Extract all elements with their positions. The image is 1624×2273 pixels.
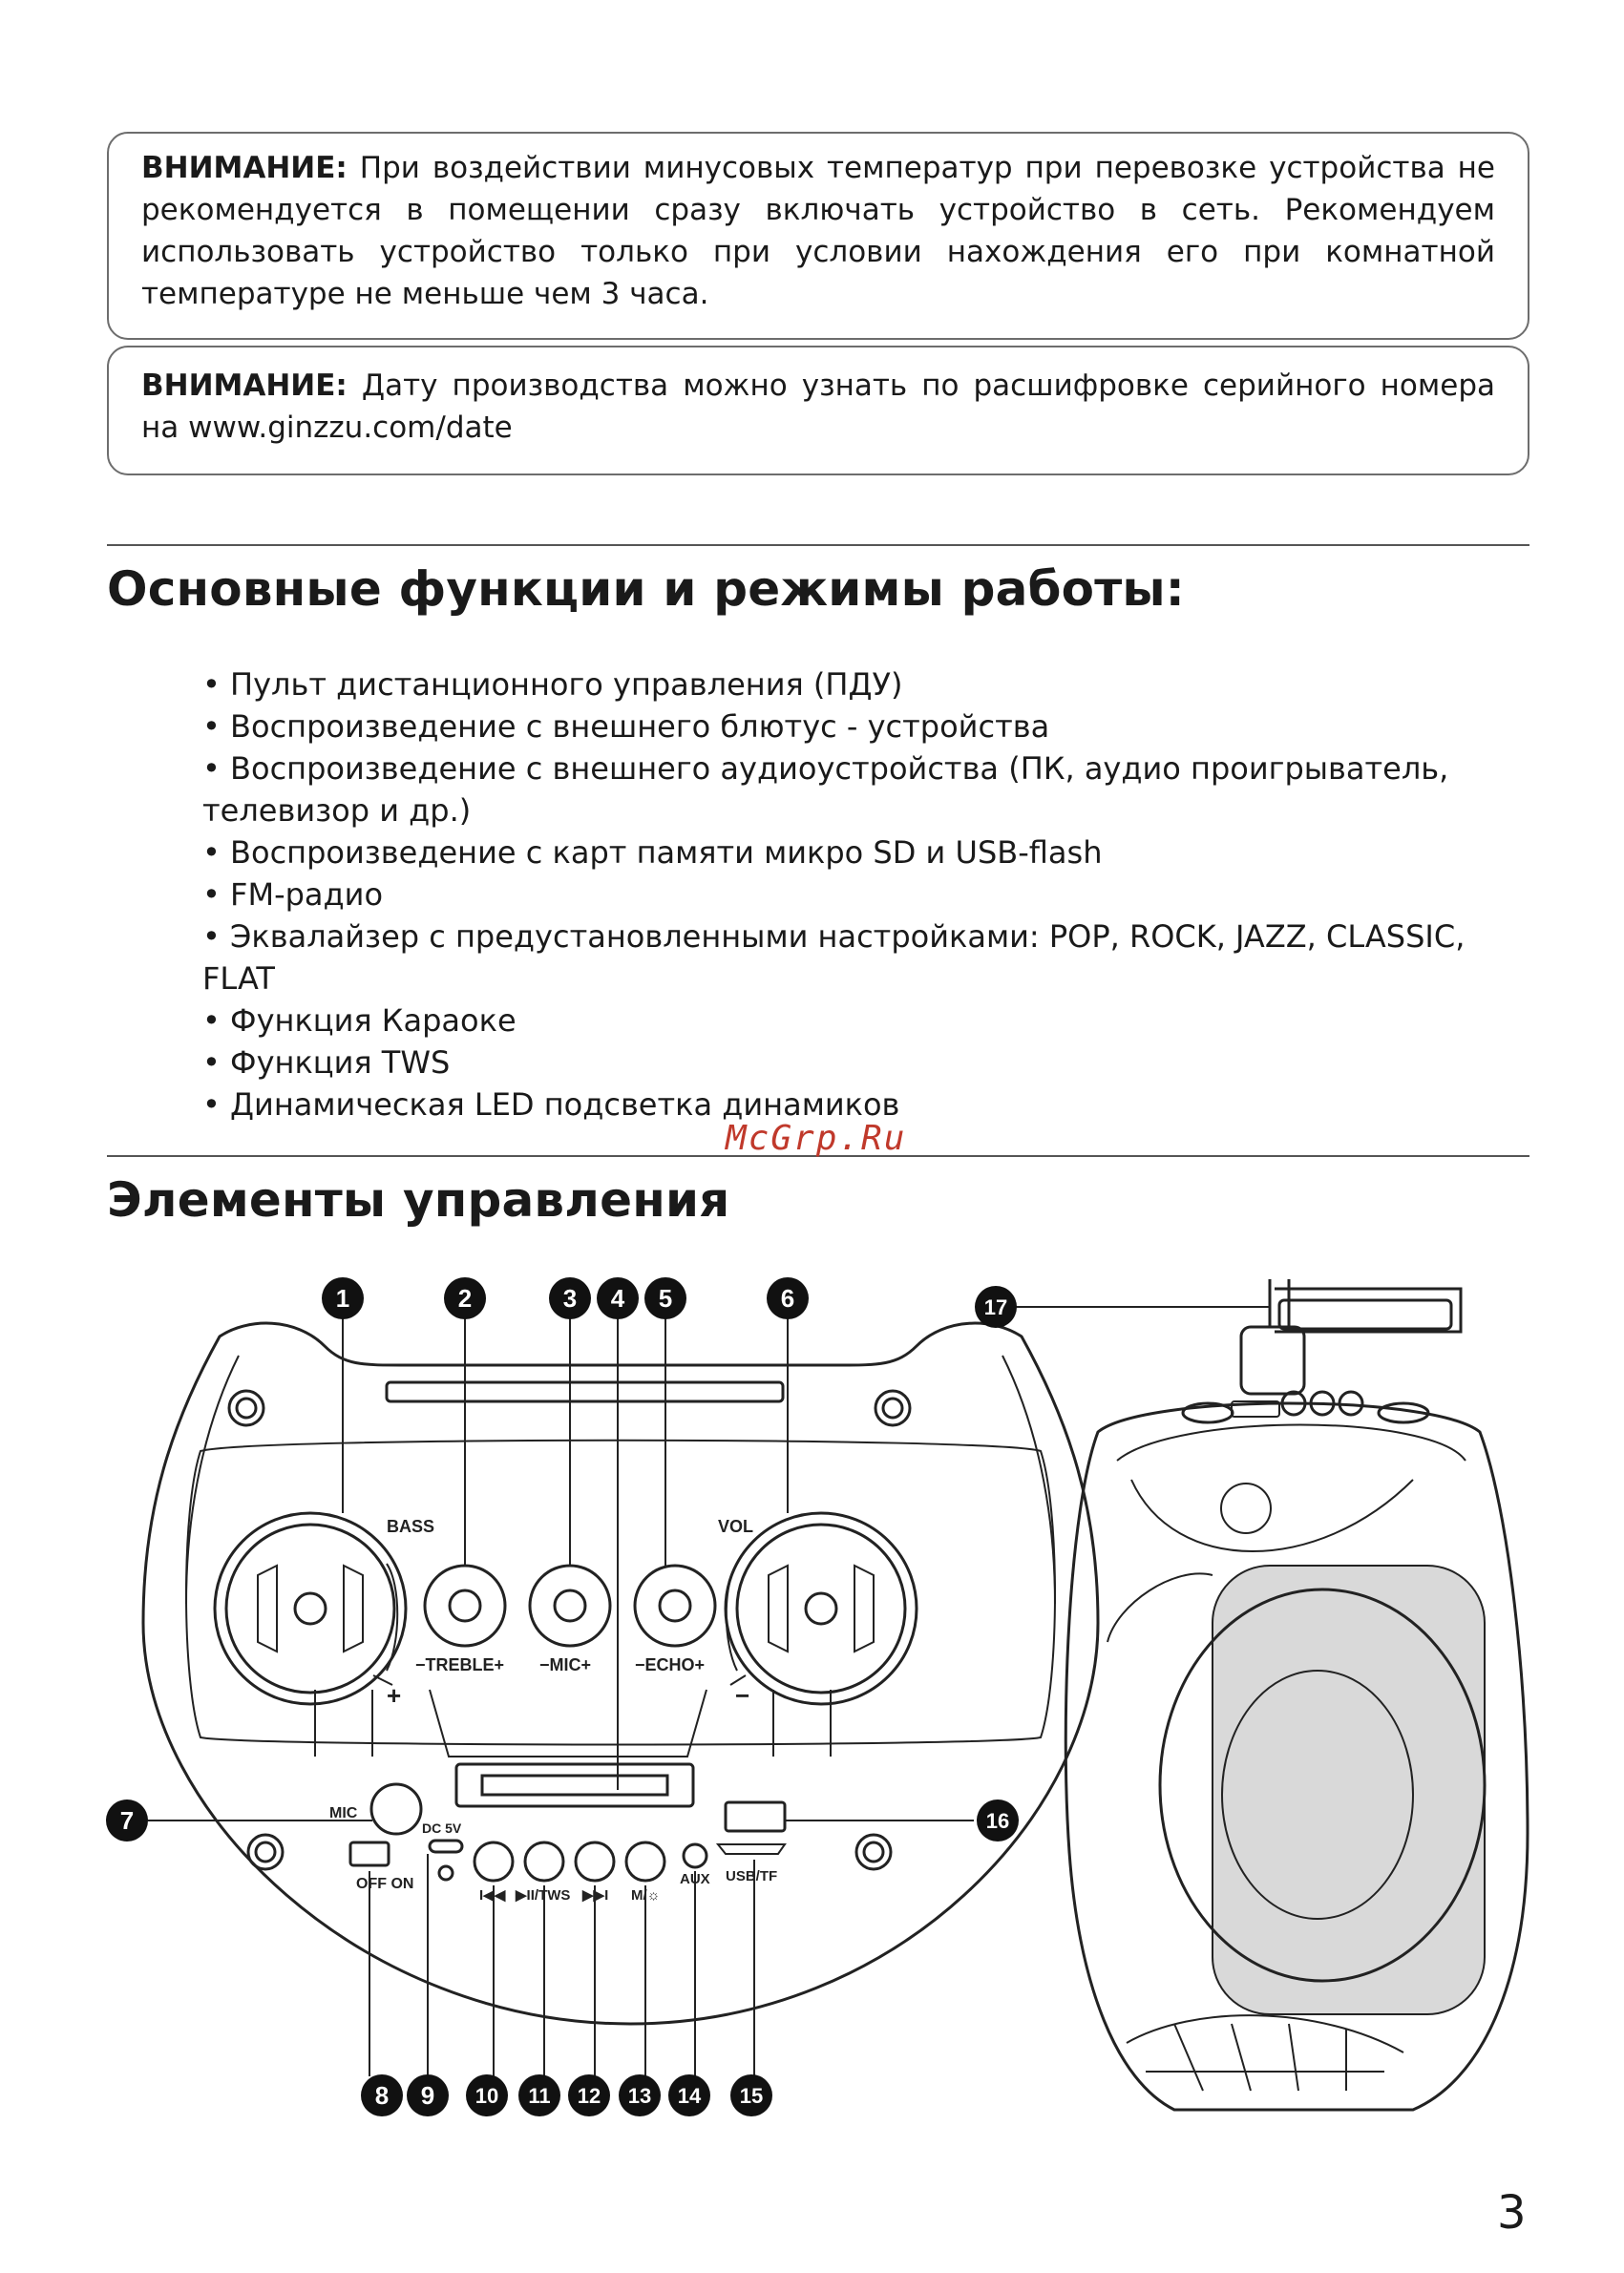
svg-text:3: 3 — [562, 1284, 578, 1313]
notice-text: Дату производства можно узнать по расшифровке серийного номера на www.ginzzu.com/date — [141, 368, 1495, 445]
list-item: • Воспроизведение с карт памяти микро SD и USB-flash — [202, 834, 1103, 871]
prev-button — [475, 1842, 513, 1881]
list-item: • Динамическая LED подсветка динамиков — [202, 1086, 900, 1123]
treble-knob — [425, 1566, 505, 1646]
callout-8 — [361, 2074, 403, 2116]
callout-5 — [644, 1277, 686, 1319]
mode-light-button — [626, 1842, 664, 1881]
callout-3 — [549, 1277, 591, 1319]
next-button — [576, 1842, 614, 1881]
watermark: McGrp.Ru — [726, 1119, 907, 1158]
vol-label: VOL — [718, 1517, 754, 1536]
minus-label: − — [735, 1681, 750, 1710]
notice-label: ВНИМАНИЕ: — [141, 151, 348, 185]
mic-volume-knob — [530, 1566, 610, 1646]
mic-jack — [371, 1784, 421, 1834]
play-tws-label: ▶II/TWS — [516, 1887, 571, 1904]
svg-text:7: 7 — [119, 1806, 135, 1835]
callout-14 — [668, 2074, 710, 2116]
bass-volume-knob — [215, 1513, 406, 1704]
dc-port — [430, 1841, 462, 1852]
callout-11 — [518, 2074, 560, 2116]
svg-text:1: 1 — [335, 1284, 350, 1313]
dc-label: DC 5V — [422, 1821, 462, 1836]
bass-label: BASS — [387, 1517, 435, 1536]
control-panel-diagram — [0, 1260, 1624, 2234]
usb-port — [726, 1802, 785, 1831]
panel-outline — [143, 1323, 1098, 2024]
callout-15 — [730, 2074, 772, 2116]
aux-jack — [684, 1844, 707, 1867]
svg-text:16: 16 — [985, 1809, 1010, 1833]
features-heading: Основные функции и режимы работы: — [107, 561, 1185, 617]
svg-text:4: 4 — [610, 1284, 625, 1313]
svg-text:9: 9 — [420, 2081, 435, 2110]
mic-knob-label: −MIC+ — [539, 1655, 592, 1674]
speaker-illustration — [1065, 1279, 1528, 2110]
callout-17 — [975, 1286, 1017, 1328]
led-display — [456, 1764, 693, 1806]
mode-label: M/☼ — [631, 1887, 661, 1904]
next-label: ▶▶I — [582, 1887, 609, 1904]
callout-10 — [466, 2074, 508, 2116]
svg-text:11: 11 — [528, 2084, 551, 2108]
svg-text:5: 5 — [658, 1284, 673, 1313]
vol-knob — [726, 1513, 917, 1704]
list-item: • Воспроизведение с внешнего блютус - устройства — [202, 708, 1050, 745]
svg-text:8: 8 — [374, 2081, 390, 2110]
mic-label: MIC — [329, 1805, 358, 1821]
notice-label: ВНИМАНИЕ: — [141, 368, 348, 403]
controls-heading: Элементы управления — [107, 1172, 730, 1228]
echo-label: −ECHO+ — [635, 1655, 706, 1674]
play-tws-button — [525, 1842, 563, 1881]
list-item: • Пульт дистанционного управления (ПДУ) — [202, 666, 903, 703]
callout-16 — [977, 1799, 1019, 1842]
warning-notice-temperature — [107, 132, 1529, 340]
aux-label: AUX — [680, 1871, 710, 1887]
callout-1 — [322, 1277, 364, 1319]
power-switch — [350, 1842, 389, 1865]
callout-13 — [619, 2074, 661, 2116]
callout-badges — [106, 1277, 1019, 2116]
svg-text:12: 12 — [577, 2084, 601, 2108]
feature-list — [202, 663, 1520, 1126]
svg-text:6: 6 — [780, 1284, 795, 1313]
list-item: • Воспроизведение с внешнего аудиоустройства (ПК, аудио проигрыватель, телевизор и др.) — [202, 750, 1449, 829]
callout-7 — [106, 1799, 148, 1842]
prev-label: I◀◀ — [479, 1887, 506, 1904]
echo-knob — [635, 1566, 715, 1646]
page-number: 3 — [1497, 2186, 1527, 2240]
usb-tf-label: USB/TF — [726, 1868, 778, 1884]
callout-6 — [767, 1277, 809, 1319]
callout-9 — [407, 2074, 449, 2116]
section-divider — [107, 544, 1529, 546]
top-slot — [387, 1382, 783, 1401]
notice-text: При воздействии минусовых температур при перевозке устройства не рекомендуется в помещении сразу включать устройство в сеть. Рекомендуем использовать устройство только при условии нахождения его при комнатной температуре не меньше чем 3 часа. — [141, 151, 1495, 311]
svg-text:14: 14 — [677, 2084, 702, 2108]
list-item: • Функция TWS — [202, 1044, 451, 1081]
list-item: • FM-радио — [202, 876, 384, 913]
svg-text:10: 10 — [475, 2084, 499, 2108]
off-on-label: OFF ON — [356, 1876, 414, 1892]
speaker-grille — [1213, 1566, 1485, 2014]
list-item: • Функция Караоке — [202, 1002, 517, 1039]
warning-notice-date — [107, 346, 1529, 475]
callout-2 — [444, 1277, 486, 1319]
callout-4 — [597, 1277, 639, 1319]
callout-12 — [568, 2074, 610, 2116]
svg-text:15: 15 — [739, 2084, 764, 2108]
svg-text:17: 17 — [983, 1295, 1008, 1319]
svg-text:13: 13 — [627, 2084, 652, 2108]
list-item: • Эквалайзер с предустановленными настройками: POP, ROCK, JAZZ, CLASSIC, FLAT — [202, 918, 1466, 997]
treble-label: −TREBLE+ — [415, 1655, 505, 1674]
svg-text:2: 2 — [457, 1284, 473, 1313]
plus-label: + — [387, 1681, 402, 1710]
